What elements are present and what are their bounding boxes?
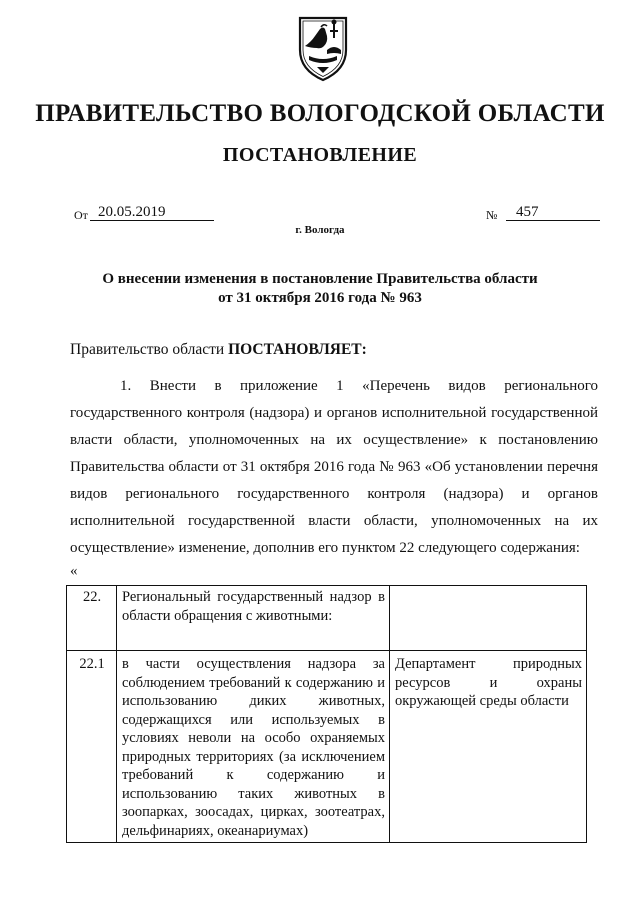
table-row (67, 651, 587, 843)
vologda-coat-of-arms-icon (297, 12, 349, 84)
city-label: г. Вологда (295, 224, 345, 236)
government-title: ПРАВИТЕЛЬСТВО ВОЛОГОДСКОЙ ОБЛАСТИ (35, 100, 605, 127)
number-label: № (486, 208, 498, 222)
document-type: ПОСТАНОВЛЕНИЕ (222, 144, 418, 166)
row-organ: Департамент природных ресурсов и охраны окружающей среды области (390, 651, 587, 843)
row-description: в части осуществления надзора за соблюдением требований к содержанию и использованию диких животных, содержащихся или используемых в условиях неволи на особо охраняемых природных территориях (за исключением требований к содержанию и использованию таких животных в зоопарках, зоосадах, цирках, зоотеатрах, дельфинариях, океанариумах) (117, 651, 390, 843)
subject-line-1: О внесении изменения в постановление Правительства области (102, 271, 538, 287)
row-number: 22.1 (67, 651, 117, 843)
paragraph-1-text: 1. Внести в приложение 1 «Перечень видов регионального государственного контроля (надзора) и органов исполнительной государственной власти области, уполномоченных на их осуществление» к постановлению Правительства области от 31 октября 2016 года № 963 «Об установлении перечня видов регионального государственного контроля (надзора) и органов исполнительной государственной власти области, уполномоченных на их осуществление» изменение, дополнив его пунктом 22 следующего содержания: (70, 378, 598, 556)
subject-line-2: от 31 октября 2016 года № 963 (218, 290, 422, 306)
date-from-label: От (74, 208, 88, 222)
row-organ (390, 586, 587, 651)
lead-text: Правительство области (70, 341, 229, 358)
table-row (67, 586, 587, 651)
document-date: 20.05.2019 (90, 204, 214, 221)
amendment-table (66, 585, 587, 843)
paragraph-1 (70, 373, 598, 562)
lead-bold: ПОСТАНОВЛЯЕТ: (228, 341, 367, 358)
row-number: 22. (67, 586, 117, 651)
quote-open-mark: « (70, 563, 78, 579)
lead-statement (70, 341, 367, 359)
row-description: Региональный государственный надзор в области обращения с животными: (117, 586, 390, 651)
document-subject (60, 270, 580, 308)
document-number: 457 (506, 204, 600, 221)
